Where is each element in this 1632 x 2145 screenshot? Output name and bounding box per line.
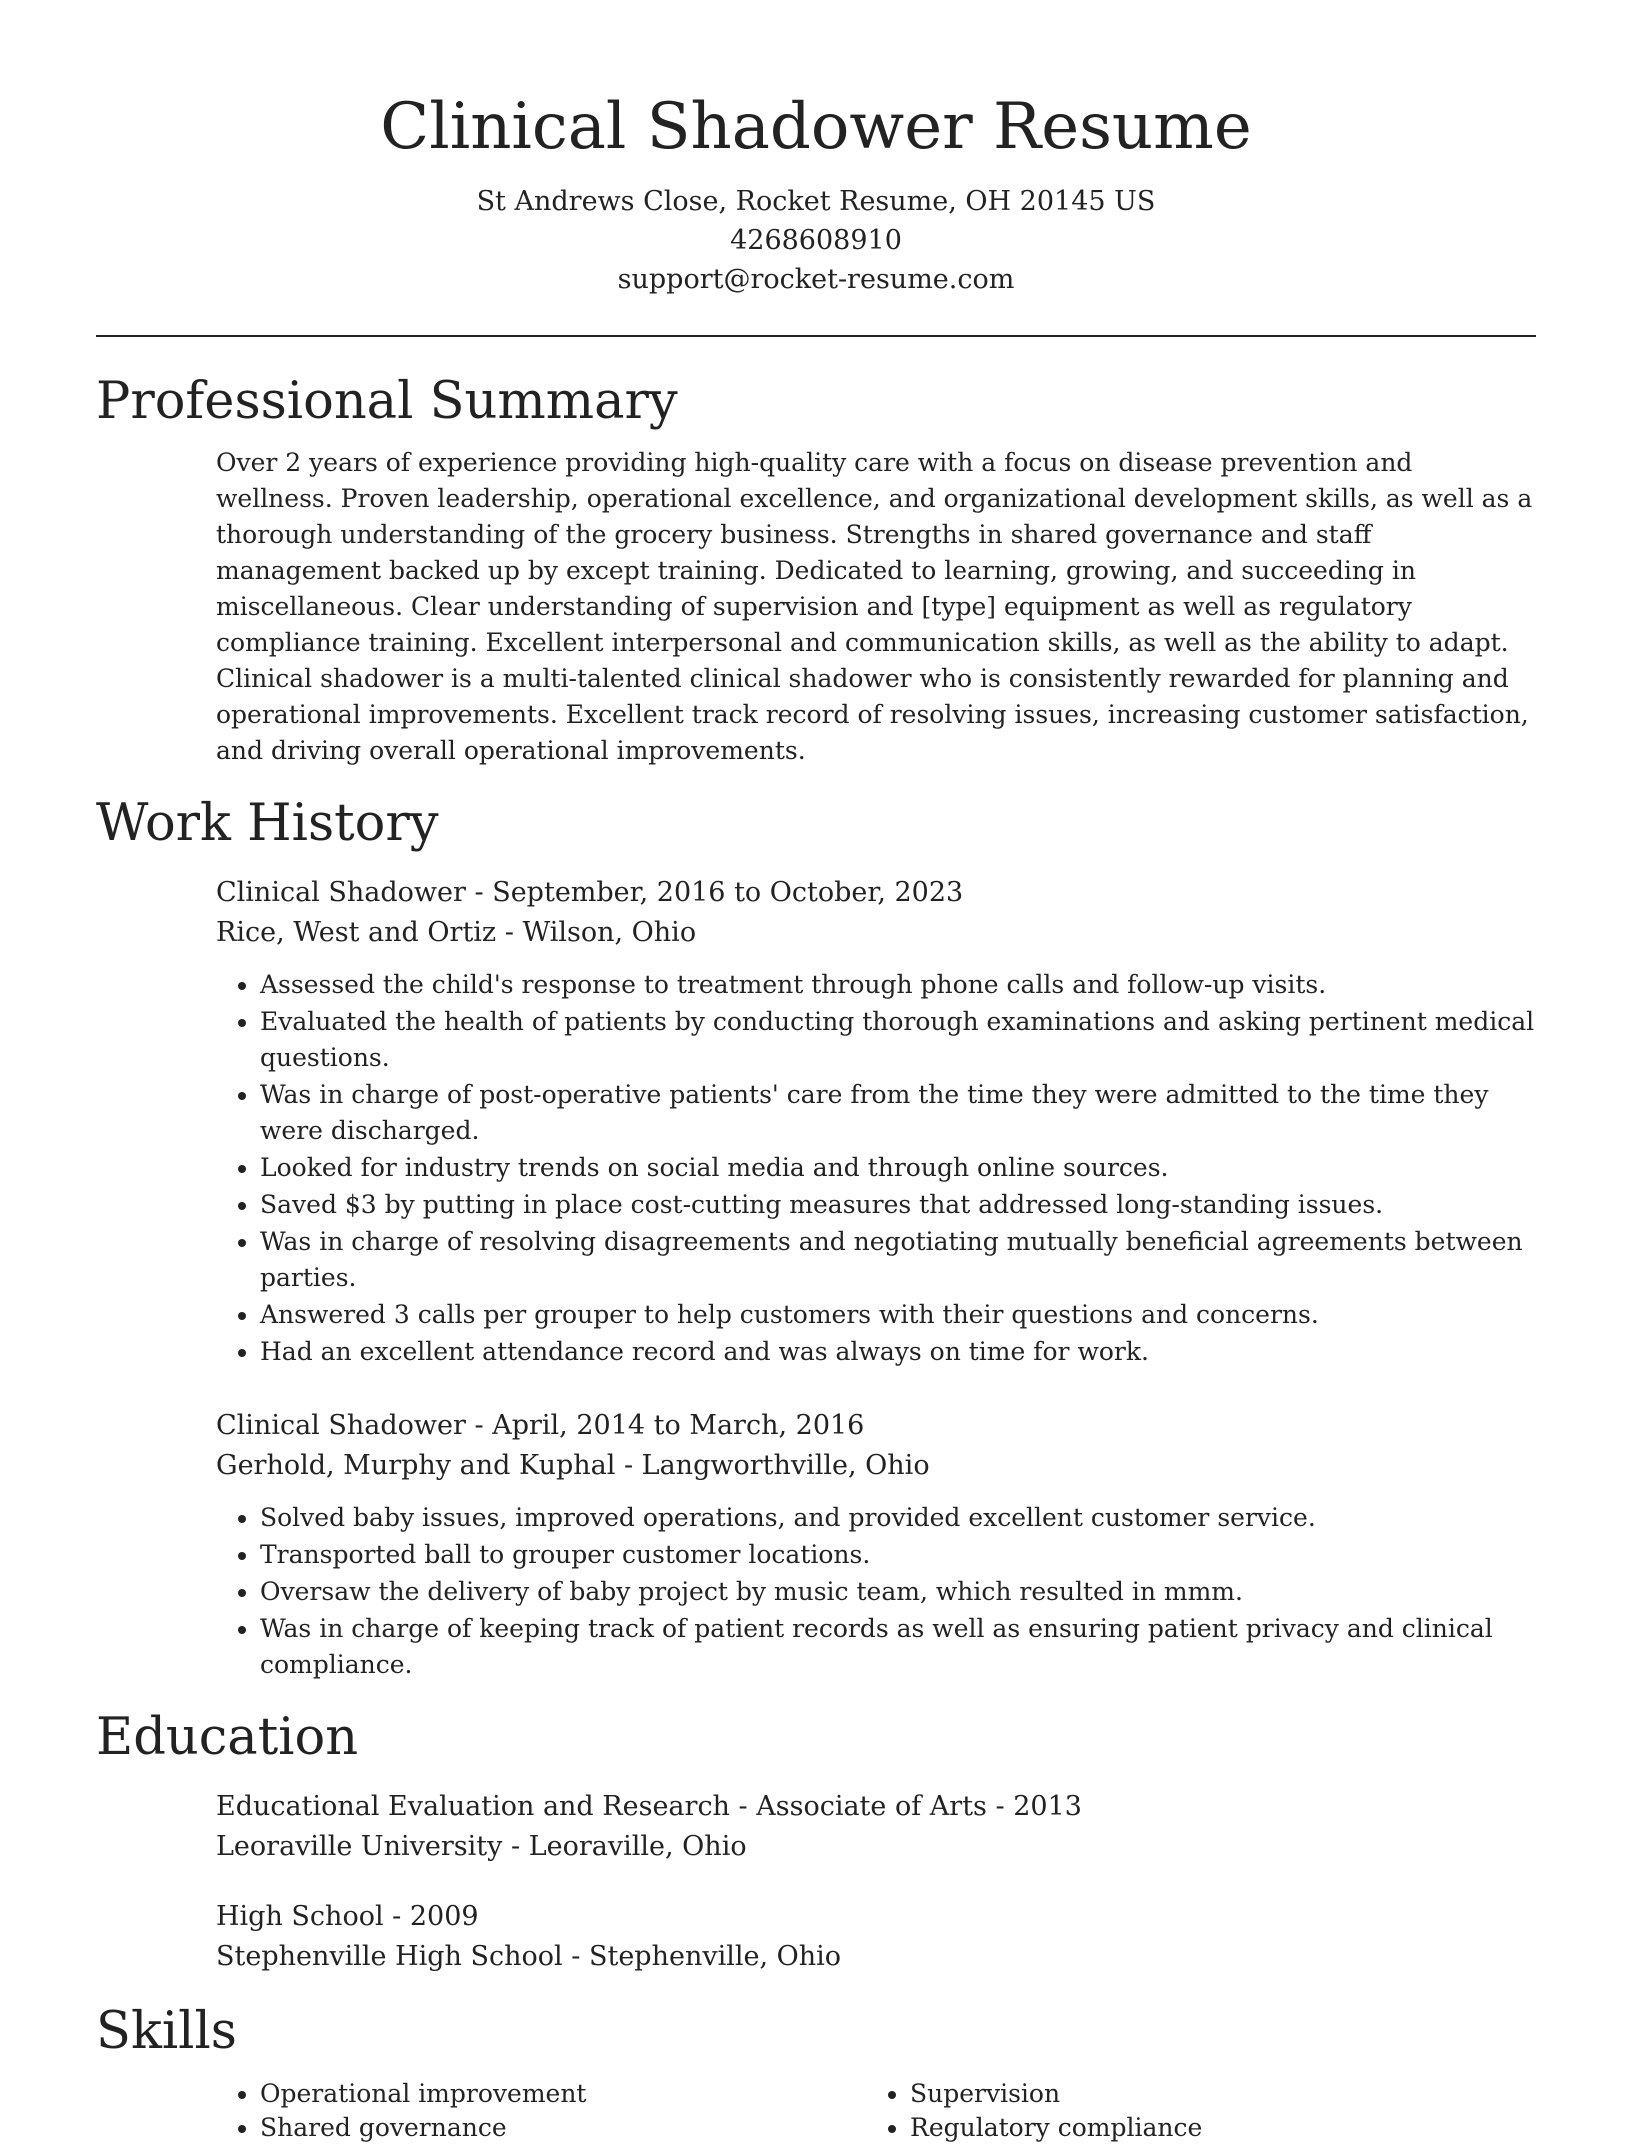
job-title-line bbox=[216, 873, 1536, 913]
address: St Andrews Close, Rocket Resume, OH 20145 US bbox=[476, 186, 1156, 217]
degree-year: - 2009 bbox=[383, 1901, 479, 1932]
section-heading-skills: Skills bbox=[96, 2002, 237, 2061]
skills-column-left bbox=[216, 2077, 866, 2145]
education-section bbox=[96, 1705, 1536, 1977]
section-heading-work: Work History bbox=[96, 794, 439, 853]
job-location: - Langworthville, Ohio bbox=[615, 1450, 930, 1481]
email: support@rocket-resume.com bbox=[617, 264, 1015, 295]
list-item: • Evaluated the health of patients by conducting thorough examinations and asking pertinent medical questions. bbox=[260, 1004, 1536, 1076]
list-item: • Oversaw the delivery of baby project by music team, which resulted in mmm. bbox=[260, 1574, 1536, 1610]
list-item: • Was in charge of resolving disagreements and negotiating mutually beneficial agreements between parties. bbox=[260, 1224, 1536, 1296]
skill-item: • Regulatory compliance bbox=[910, 2111, 1516, 2145]
list-item: • Was in charge of keeping track of patient records as well as ensuring patient privacy and clinical compliance. bbox=[260, 1611, 1536, 1683]
header-divider bbox=[96, 335, 1536, 337]
job-company: Rice, West and Ortiz bbox=[216, 917, 497, 948]
job-title: Clinical Shadower bbox=[216, 1410, 466, 1441]
job-title-line bbox=[216, 1406, 1536, 1446]
education-entry bbox=[216, 1897, 1536, 1977]
degree-line bbox=[216, 1897, 1536, 1937]
list-item: • Assessed the child's response to treatment through phone calls and follow-up visits. bbox=[260, 967, 1536, 1003]
job-company: Gerhold, Murphy and Kuphal bbox=[216, 1450, 616, 1481]
list-item: • Transported ball to grouper customer locations. bbox=[260, 1537, 1536, 1573]
list-item: • Saved $3 by putting in place cost-cutting measures that addressed long-standing issues. bbox=[260, 1187, 1536, 1223]
section-heading-summary: Professional Summary bbox=[96, 372, 678, 431]
job-dates: - September, 2016 to October, 2023 bbox=[465, 877, 964, 908]
job-company-line bbox=[216, 913, 1536, 953]
list-item: • Solved baby issues, improved operations, and provided excellent customer service. bbox=[260, 1500, 1536, 1536]
professional-summary-section bbox=[96, 369, 1536, 769]
education-entry bbox=[216, 1787, 1536, 1867]
list-item: • Was in charge of post-operative patients' care from the time they were admitted to the time they were discharged. bbox=[260, 1077, 1536, 1149]
school-location: - Leoraville, Ohio bbox=[502, 1831, 747, 1862]
degree: Educational Evaluation and Research - Associate of Arts bbox=[216, 1791, 987, 1822]
school-line bbox=[216, 1937, 1536, 1977]
job-dates: - April, 2014 to March, 2016 bbox=[465, 1410, 865, 1441]
skills-section bbox=[96, 1999, 1536, 2145]
job-entry bbox=[216, 1406, 1536, 1683]
section-heading-education: Education bbox=[96, 1708, 359, 1767]
job-title: Clinical Shadower bbox=[216, 877, 466, 908]
list-item: • Looked for industry trends on social media and through online sources. bbox=[260, 1150, 1536, 1186]
school-line bbox=[216, 1827, 1536, 1867]
skill-item: • Supervision bbox=[910, 2077, 1516, 2111]
summary-text: Over 2 years of experience providing high-quality care with a focus on disease prevention and wellness. Proven leadership, operational excellence, and organizational development skills, as well as a thorough understanding of the grocery business. Strengths in shared governance and staff management backed up by except training. Dedicated to learning, growing, and succeeding in miscellaneous. Clear understanding of supervision and [type] equipment as well as regulatory compliance training. Excellent interpersonal and communication skills, as well as the ability to adapt. Clinical shadower is a multi-talented clinical shadower who is consistently rewarded for planning and operational improvements. Excellent track record of resolving issues, increasing customer satisfaction, and driving overall operational improvements. bbox=[216, 448, 1533, 765]
degree-line bbox=[216, 1787, 1536, 1827]
degree-year: - 2013 bbox=[986, 1791, 1082, 1822]
list-item: • Had an excellent attendance record and was always on time for work. bbox=[260, 1334, 1536, 1370]
job-location: - Wilson, Ohio bbox=[496, 917, 697, 948]
job-bullets bbox=[216, 967, 1536, 1370]
list-item: • Answered 3 calls per grouper to help customers with their questions and concerns. bbox=[260, 1297, 1536, 1333]
work-history-section bbox=[96, 791, 1536, 1683]
degree: High School bbox=[216, 1901, 384, 1932]
school: Leoraville University bbox=[216, 1831, 503, 1862]
school: Stephenville High School bbox=[216, 1941, 563, 1972]
page-title: Clinical Shadower Resume bbox=[380, 90, 1252, 164]
resume-page bbox=[96, 0, 1536, 2145]
job-company-line bbox=[216, 1446, 1536, 1486]
job-bullets bbox=[216, 1500, 1536, 1683]
school-location: - Stephenville, Ohio bbox=[562, 1941, 842, 1972]
skill-item: • Shared governance bbox=[260, 2111, 866, 2145]
skills-column-right bbox=[866, 2077, 1516, 2145]
skill-item: • Operational improvement bbox=[260, 2077, 866, 2111]
skills-grid bbox=[216, 2077, 1536, 2145]
contact-info bbox=[96, 182, 1536, 299]
phone: 4268608910 bbox=[730, 225, 902, 256]
job-entry bbox=[216, 873, 1536, 1370]
